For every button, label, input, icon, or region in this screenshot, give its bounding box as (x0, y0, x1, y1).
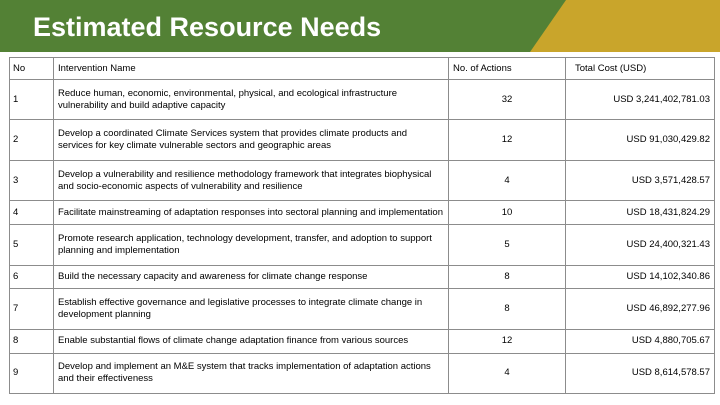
table-row (10, 329, 715, 353)
intervention-name: Reduce human, economic, environmental, physical, and ecological infrastructure vulnerability and build adaptive capacity (54, 80, 449, 120)
table-row (10, 265, 715, 289)
row-number: 2 (10, 120, 54, 160)
row-number: 3 (10, 160, 54, 200)
intervention-name: Establish effective governance and legislative processes to integrate climate change in development planning (54, 289, 449, 329)
action-count: 32 (449, 80, 566, 120)
intervention-name: Facilitate mainstreaming of adaptation responses into sectoral planning and implementation (54, 201, 449, 225)
title-banner (0, 0, 720, 52)
intervention-name: Build the necessary capacity and awareness for climate change response (54, 265, 449, 289)
total-cost: USD 3,571,428.57 (566, 160, 715, 200)
table-row (10, 201, 715, 225)
table-row (10, 120, 715, 160)
column-header-total-cost: Total Cost (USD) (566, 58, 715, 80)
table-row (10, 80, 715, 120)
action-count: 12 (449, 120, 566, 160)
table-row (10, 160, 715, 200)
row-number: 8 (10, 329, 54, 353)
action-count: 5 (449, 225, 566, 265)
column-header-no: No (10, 58, 54, 80)
intervention-name: Promote research application, technology development, transfer, and adoption to support planning and implementation (54, 225, 449, 265)
row-number: 7 (10, 289, 54, 329)
total-cost: USD 46,892,277.96 (566, 289, 715, 329)
total-cost: USD 91,030,429.82 (566, 120, 715, 160)
row-number: 6 (10, 265, 54, 289)
row-number: 4 (10, 201, 54, 225)
intervention-name: Develop a coordinated Climate Services system that provides climate products and services for key climate vulnerable sectors and geographic areas (54, 120, 449, 160)
action-count: 4 (449, 160, 566, 200)
table-row (10, 225, 715, 265)
total-cost: USD 24,400,321.43 (566, 225, 715, 265)
total-cost: USD 3,241,402,781.03 (566, 80, 715, 120)
column-header-no-of-actions: No. of Actions (449, 58, 566, 80)
column-header-intervention-name: Intervention Name (54, 58, 449, 80)
total-cost: USD 4,880,705.67 (566, 329, 715, 353)
total-cost: USD 18,431,824.29 (566, 201, 715, 225)
intervention-name: Develop and implement an M&E system that tracks implementation of adaptation actions and their effectiveness (54, 353, 449, 394)
total-cost: USD 14,102,340.86 (566, 265, 715, 289)
row-number: 1 (10, 80, 54, 120)
table-header-row (10, 58, 715, 80)
intervention-name: Enable substantial flows of climate change adaptation finance from various sources (54, 329, 449, 353)
row-number: 5 (10, 225, 54, 265)
table-row (10, 353, 715, 394)
table-row (10, 289, 715, 329)
action-count: 10 (449, 201, 566, 225)
intervention-name: Develop a vulnerability and resilience methodology framework that integrates biophysical and socio-economic aspects of vulnerability and resilience (54, 160, 449, 200)
action-count: 8 (449, 265, 566, 289)
action-count: 8 (449, 289, 566, 329)
resource-needs-table (9, 57, 715, 394)
row-number: 9 (10, 353, 54, 394)
action-count: 4 (449, 353, 566, 394)
total-cost: USD 8,614,578.57 (566, 353, 715, 394)
page-title: Estimated Resource Needs (33, 12, 382, 42)
action-count: 12 (449, 329, 566, 353)
